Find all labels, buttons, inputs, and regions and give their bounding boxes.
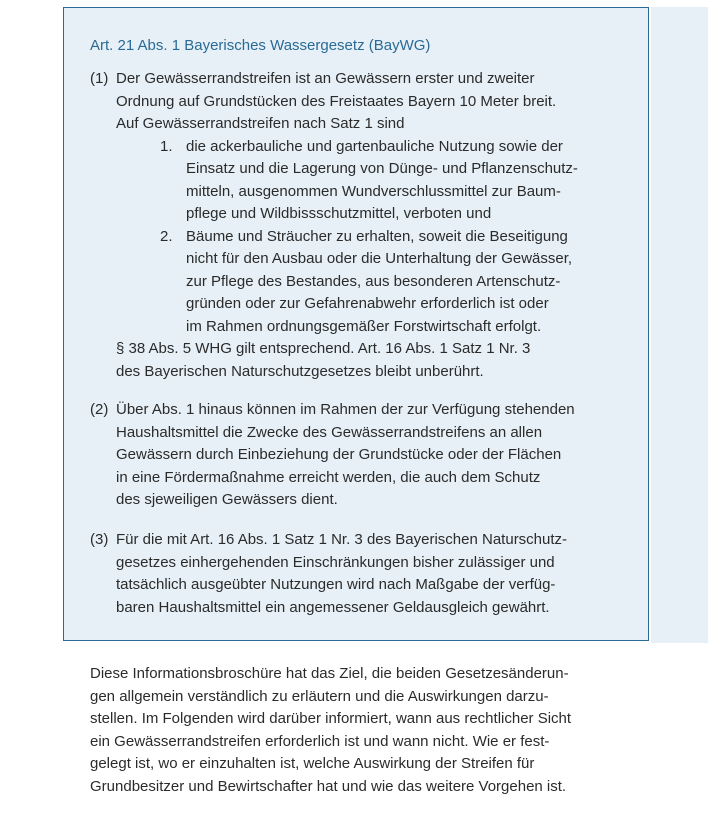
text-line: gelegt ist, wo er einzuhalten ist, welche Auswirkung der Streifen für <box>90 755 535 772</box>
text-line: Einsatz und die Lagerung von Dünge- und Pflanzenschutz- <box>186 160 578 177</box>
text-line: zur Pflege des Bestandes, aus besonderen Artenschutz- <box>186 272 561 290</box>
side-strip <box>651 7 708 643</box>
list-item <box>116 226 636 339</box>
text-line: stellen. Im Folgenden wird darüber informiert, wann aus rechtlicher Sicht <box>90 710 572 727</box>
text-line: gründen oder zur Gefahrenabwehr erforderlich ist oder <box>186 295 549 312</box>
text-line: Bäume und Sträucher zu erhalten, soweit die Beseitigung <box>186 227 568 245</box>
text-line: Der Gewässerrandstreifen ist an Gewässern erster und zweiter <box>116 70 535 87</box>
text-line: mitteln, ausgenommen Wundverschlussmittel zur Baum- <box>186 182 561 200</box>
list-item-number: 1. <box>160 137 173 155</box>
text-line: Gewässern durch Einbeziehung der Grundstücke oder der Flächen <box>116 446 562 463</box>
list-item <box>116 136 636 226</box>
intro-paragraph <box>90 663 571 798</box>
text-line: in eine Fördermaßnahme erreicht werden, die auch dem Schutz <box>116 468 541 486</box>
text-line: Auf Gewässerrandstreifen nach Satz 1 sind <box>116 115 405 132</box>
paragraph-number: (1) <box>90 70 109 87</box>
text-line: des sjeweiligen Gewässers dient. <box>116 491 338 508</box>
paragraph-number: (2) <box>90 401 109 418</box>
text-line: Über Abs. 1 hinaus können im Rahmen der zur Verfügung stehenden <box>116 401 575 418</box>
text-line: ein Gewässerrandstreifen erforderlich ist und wann nicht. Wie er fest- <box>90 732 550 750</box>
list-item-number: 2. <box>160 227 173 245</box>
text-line: gesetzes einhergehenden Einschränkungen bisher zulässiger und <box>116 553 555 571</box>
text-line: Diese Informationsbroschüre hat das Ziel, die beiden Gesetzesänderun- <box>90 665 569 682</box>
text-line: die ackerbauliche und gartenbauliche Nutzung sowie der <box>186 137 563 155</box>
text-line: Grundbesitzer und Bewirtschafter hat und wie das weitere Vorgehen ist. <box>90 777 567 795</box>
paragraph-body <box>116 68 636 383</box>
text-line: des Bayerischen Naturschutzgesetzes bleibt unberührt. <box>116 362 484 380</box>
text-line: im Rahmen ordnungsgemäßer Forstwirtschaft erfolgt. <box>186 317 542 335</box>
law-title: Art. 21 Abs. 1 Bayerisches Wassergesetz (BayWG) <box>90 37 431 54</box>
text-line: Für die mit Art. 16 Abs. 1 Satz 1 Nr. 3 des Bayerischen Naturschutz- <box>116 531 568 548</box>
text-line: tatsächlich ausgeübter Nutzungen wird nach Maßgabe der verfüg- <box>116 576 556 593</box>
text-line: gen allgemein verständlich zu erläutern und die Auswirkungen darzu- <box>90 687 549 705</box>
text-line: Haushaltsmittel die Zwecke des Gewässerrandstreifens an allen <box>116 423 543 441</box>
paragraph-number: (3) <box>90 531 109 548</box>
text-line: baren Haushaltsmittel ein angemessener Geldausgleich gewährt. <box>116 598 550 616</box>
text-line: Ordnung auf Grundstücken des Freistaates Bayern 10 Meter breit. <box>116 92 557 110</box>
paragraph-body <box>116 529 636 619</box>
text-line: § 38 Abs. 5 WHG gilt entsprechend. Art. 16 Abs. 1 Satz 1 Nr. 3 <box>116 340 531 357</box>
text-line: nicht für den Ausbau oder die Unterhaltung der Gewässer, <box>186 250 573 267</box>
paragraph-body <box>116 399 636 512</box>
text-line: pflege und Wildbissschutzmittel, verboten und <box>186 205 492 222</box>
